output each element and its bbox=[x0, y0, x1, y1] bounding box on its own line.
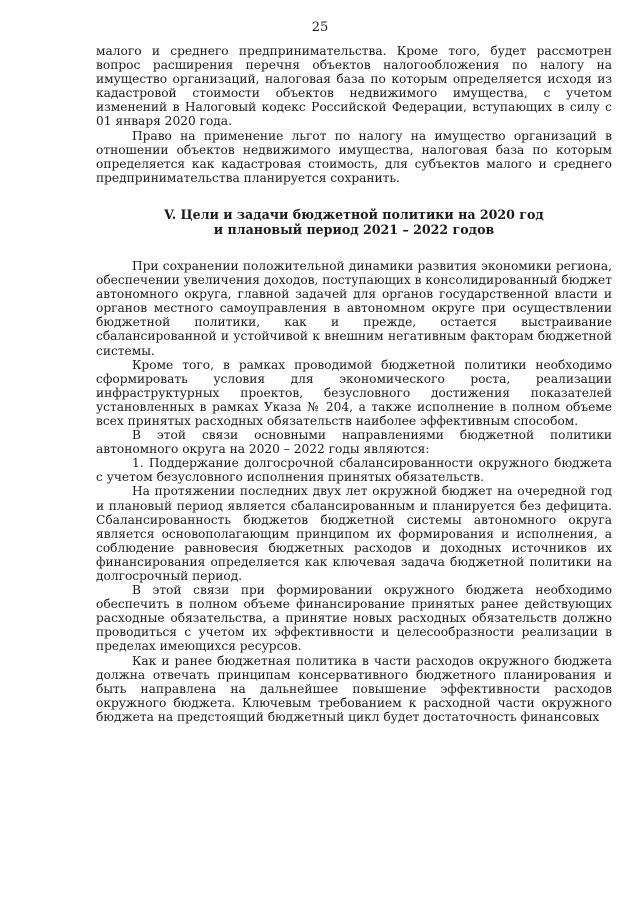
paragraph: В этой связи при формировании окружного бюджета необходимо обеспечить в полном объеме финансирование принятых ранее действующих расходные обязательства, а принятие новых расходных обязательств должно проводиться с учетом их эффективности и целесообразности реализации в пределах имеющихся ресурсов. bbox=[96, 583, 612, 654]
document-body bbox=[96, 44, 612, 724]
paragraph: Кроме того, в рамках проводимой бюджетной политики необходимо сформировать условия для экономического роста, реализации инфраструктурных проектов, безусловного достижения показателей установленных в рамках Указа № 204, а также исполнение в полном объеме всех принятых расходных обязательств наиболее эффективным способом. bbox=[96, 357, 612, 428]
paragraph: В этой связи основными направлениями бюджетной политики автономного округа на 2020 – 2022 годы являются: bbox=[96, 428, 612, 457]
paragraph: малого и среднего предпринимательства. Кроме того, будет рассмотрен вопрос расширения перечня объектов налогообложения по налогу на имущество организаций, налоговая база по которым определяется исходя из кадастровой стоимости объектов недвижимого имущества, с учетом изменений в Налоговый кодекс Российской Федерации, вступающих в силу с 01 января 2020 года. bbox=[96, 44, 612, 129]
paragraph: При сохранении положительной динамики развития экономики региона, обеспечении увеличения доходов, поступающих в консолидированный бюджет автономного округа, главной задачей для органов государственной власти и органов местного самоуправления в автономном округе при осуществлении бюджетной политики, как и прежде, остается выстраивание сбалансированной и устойчивой к внешним негативным факторам бюджетной системы. bbox=[96, 258, 612, 358]
list-item: 1. Поддержание долгосрочной сбалансированности окружного бюджета с учетом безусловного исполнения принятых обязательств. bbox=[96, 456, 612, 485]
paragraph: Как и ранее бюджетная политика в части расходов окружного бюджета должна отвечать принципам консервативного бюджетного планирования и быть направлена на дальнейшее повышение эффективности расходов окружного бюджета. Ключевым требованием к расходной части окружного бюджета на предстоящий бюджетный цикл будет достаточность финансовых bbox=[96, 653, 612, 724]
paragraph: Право на применение льгот по налогу на имущество организаций в отношении объектов недвижимого имущества, налоговая база по которым определяется как кадастровая стоимость, для субъектов малого и среднего предпринимательства планируется сохранить. bbox=[96, 128, 612, 185]
section-heading-line1: V. Цели и задачи бюджетной политики на 2020 год bbox=[164, 206, 544, 222]
paragraph: На протяжении последних двух лет окружной бюджет на очередной год и плановый период является сбалансированным и планируется без дефицита. Сбалансированность бюджетов бюджетной системы автономного округа является основополагающим принципом их формирования и исполнения, а соблюдение равновесия бюджетных расходов и доходных источников их финансирования определяется как ключевая задача бюджетной политики на долгосрочный период. bbox=[96, 484, 612, 583]
section-heading-line2: и плановый период 2021 – 2022 годов bbox=[213, 221, 495, 237]
section-heading bbox=[96, 207, 612, 237]
page-number: 25 bbox=[311, 20, 329, 35]
